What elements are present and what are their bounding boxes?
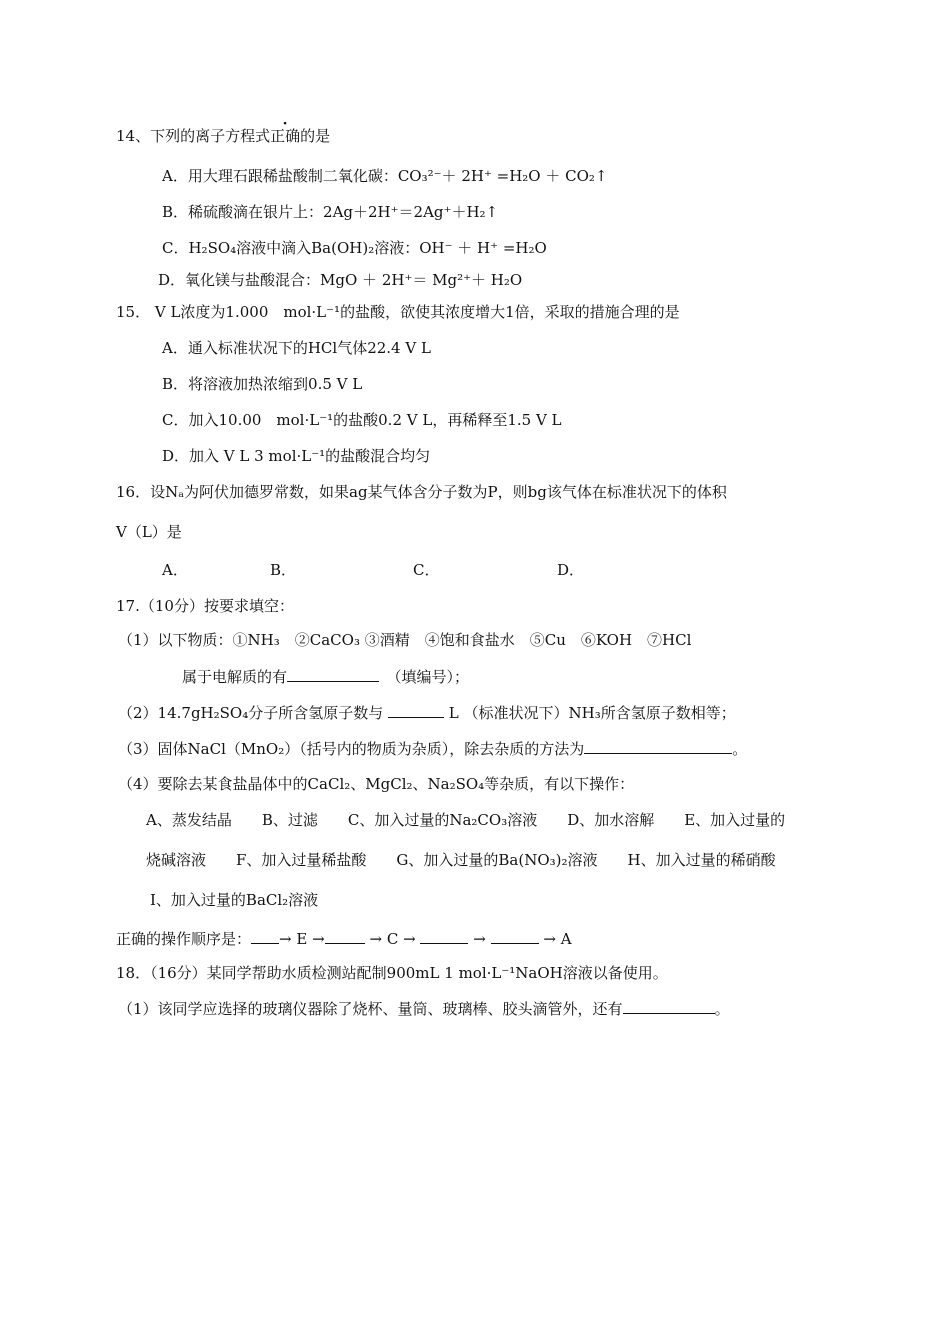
arrow-right-icon: → xyxy=(403,930,416,948)
q17-part3 xyxy=(118,738,747,759)
q14-option-d: D．氧化镁与盐酸混合：MgO ＋ 2H⁺＝ Mg²⁺＋ H₂O xyxy=(158,271,523,289)
q17-order-step-c: C xyxy=(386,930,399,948)
arrow-right-icon: → xyxy=(473,930,486,948)
q17-part4-stem: （4）要除去某食盐晶体中的CaCl₂、MgCl₂、Na₂SO₄等杂质，有以下操作： xyxy=(118,775,635,793)
q14-stem-text: 14、下列的离子方程式 xyxy=(116,127,271,145)
q15-option-d: D．加入 V L 3 mol·L⁻¹的盐酸混合均匀 xyxy=(162,447,431,465)
q14-option-c: C．H₂SO₄溶液中滴入Ba(OH)₂溶液：OH⁻ ＋ H⁺ =H₂O xyxy=(162,239,547,257)
q18-part1-answer-blank[interactable] xyxy=(623,998,715,1014)
arrow-right-icon: → xyxy=(312,930,325,948)
q17-order-blank-1[interactable] xyxy=(251,928,279,944)
q17-order-step-a: A xyxy=(560,930,572,948)
q18-stem: 18．（16分）某同学帮助水质检测站配制900mL 1 mol·L⁻¹NaOH溶液以备使用。 xyxy=(116,964,668,982)
q17-part1-answer-blank[interactable] xyxy=(287,666,379,682)
q17-part2-prompt: （2）14.7gH₂SO₄分子所含氢原子数与 xyxy=(118,704,384,722)
q17-part3-prompt: （3）固体NaCl（MnO₂）（括号内的物质为杂质），除去杂质的方法为 xyxy=(118,740,585,758)
q17-part2-tail: L （标准状况下）NH₃所含氢原子数相等； xyxy=(448,704,736,722)
q15-option-c: C．加入10.00 mol·L⁻¹的盐酸0.2 V L，再稀释至1.5 V L xyxy=(162,411,562,429)
q14-option-a: A．用大理石跟稀盐酸制二氧化碳：CO₃²⁻＋ 2H⁺ =H₂O ＋ CO₂↑ xyxy=(162,167,608,185)
q15-option-b: B．将溶液加热浓缩到0.5 V L xyxy=(162,375,363,393)
arrow-right-icon: → xyxy=(543,930,556,948)
q17-part2-answer-blank[interactable] xyxy=(388,702,444,718)
q17-part2 xyxy=(118,702,736,723)
q18-part1 xyxy=(118,998,730,1019)
q17-part3-tail: 。 xyxy=(732,740,748,758)
q16-option-c: C． xyxy=(413,561,440,579)
q17-part1-question xyxy=(182,666,469,687)
q15-stem: 15． V L浓度为1.000 mol·L⁻¹的盐酸，欲使其浓度增大1倍，采取的措施合理的是 xyxy=(116,303,680,321)
q16-option-b: B． xyxy=(270,561,297,579)
q17-part1-substances: （1）以下物质：①NH₃ ②CaCO₃ ③酒精 ④饱和食盐水 ⑤Cu ⑥KOH ⑦HCl xyxy=(118,631,692,649)
q17-part1-hint: （填编号）； xyxy=(394,668,470,686)
q17-part4-operations-line2: 烧碱溶液 F、加入过量稀盐酸 G、加入过量的Ba(NO₃)₂溶液 H、加入过量的稀硝酸 xyxy=(146,851,776,869)
q17-order-step-e: E xyxy=(296,930,308,948)
q14-stem-emphasis: 正确 xyxy=(270,127,301,145)
arrow-right-icon: → xyxy=(279,930,292,948)
q14-stem xyxy=(116,126,330,146)
arrow-right-icon: → xyxy=(369,930,383,948)
q16-stem-line1: 16．设Nₐ为阿伏加德罗常数，如果ag某气体含分子数为P，则bg该气体在标准状况下的体积 xyxy=(116,483,727,501)
q15-option-a: A．通入标准状况下的HCl气体22.4 V L xyxy=(162,339,431,357)
q14-stem-tail: 的是 xyxy=(300,127,331,145)
q17-part3-answer-blank[interactable] xyxy=(584,738,732,754)
q17-part1-prompt: 属于电解质的有 xyxy=(182,668,288,686)
q16-option-a: A． xyxy=(162,561,188,579)
q16-option-d: D． xyxy=(557,561,585,579)
q16-stem-line2: V（L）是 xyxy=(116,523,182,541)
q17-title: 17.（10分）按要求填空： xyxy=(116,597,294,615)
q17-part4-order xyxy=(116,928,572,949)
q17-part4-operations-line1: A、蒸发结晶 B、过滤 C、加入过量的Na₂CO₃溶液 D、加水溶解 E、加入过量的 xyxy=(146,811,786,829)
q18-part1-prompt: （1）该同学应选择的玻璃仪器除了烧杯、量筒、玻璃棒、胶头滴管外，还有 xyxy=(118,1000,623,1018)
q14-option-b: B．稀硫酸滴在银片上：2Ag＋2H⁺＝2Ag⁺＋H₂↑ xyxy=(162,203,499,221)
q17-order-label: 正确的操作顺序是： xyxy=(116,930,252,948)
q17-part4-operations-line3: I、加入过量的BaCl₂溶液 xyxy=(150,891,319,909)
q18-part1-tail: 。 xyxy=(714,1000,730,1018)
q17-order-blank-3[interactable] xyxy=(420,928,468,944)
q17-order-blank-4[interactable] xyxy=(491,928,539,944)
q17-order-blank-2[interactable] xyxy=(325,928,365,944)
